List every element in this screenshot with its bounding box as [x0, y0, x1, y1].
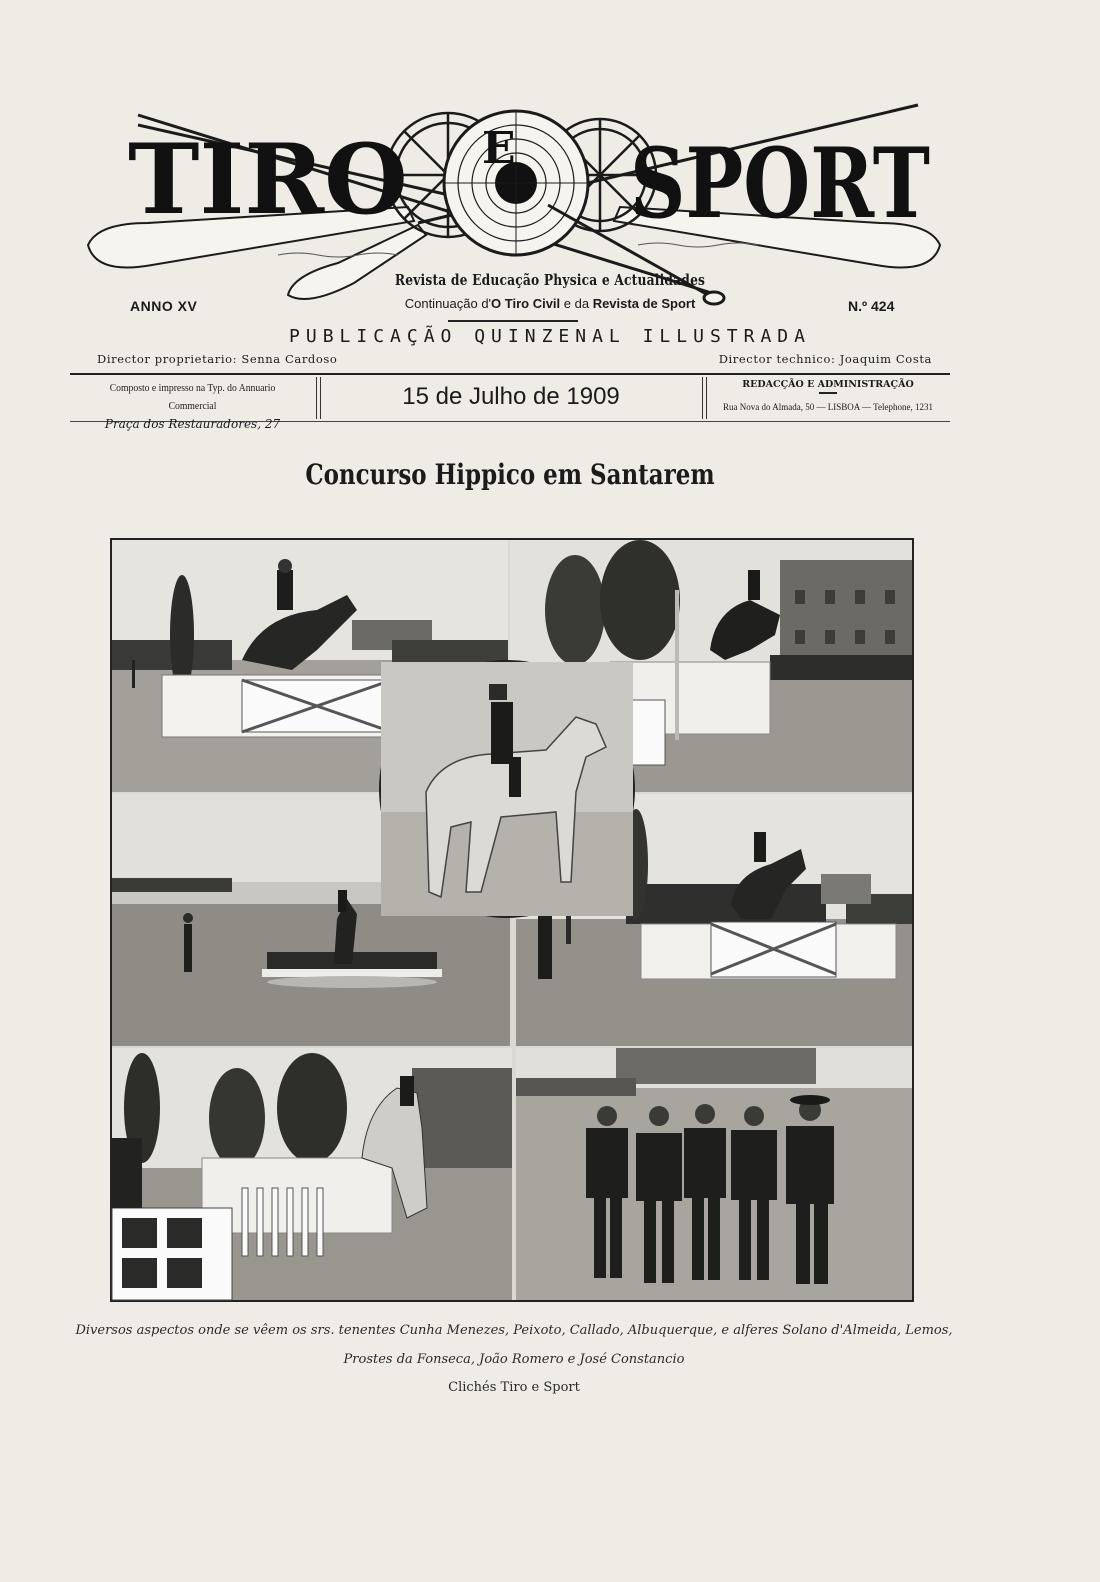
divider	[448, 320, 578, 322]
photo-caption-line1: Diversos aspectos onde se vêem os srs. tenentes Cunha Menezes, Peixoto, Callado, Albuquerque, e alferes Solano d'Almeida, Lemos,	[75, 1323, 953, 1338]
photo-montage	[110, 538, 914, 1302]
photo-officers-group	[516, 1048, 912, 1300]
continuacao-title-b: Revista de Sport	[592, 296, 696, 311]
photo-picket-jump	[112, 1048, 512, 1300]
divider	[819, 392, 837, 394]
issue-number: N.º 424	[848, 298, 895, 314]
continuacao-join: e da	[560, 296, 593, 311]
publicacao-subtitle: PUBLICAÇÃO QUINZENAL ILLUSTRADA	[289, 326, 811, 347]
issue-date: 15 de Julho de 1909	[402, 383, 620, 410]
masthead-logo-artwork	[78, 95, 950, 325]
printer-info	[70, 379, 315, 433]
continuacao-prefix: Continuação d'	[404, 296, 492, 311]
photo-caption-line2: Prostes da Fonseca, João Romero e José Constancio	[343, 1352, 685, 1367]
redaccao-title: REDACÇÃO E ADMINISTRAÇÃO	[742, 379, 914, 390]
masthead-title-mid: E	[482, 123, 516, 174]
masthead-title-right: SPORT	[630, 127, 930, 240]
printer-line: Composto e impresso na Typ. do Annuario Commercial	[109, 382, 276, 412]
photo-oval-rider	[379, 660, 635, 918]
director-technico: Director technico: Joaquim Costa	[718, 352, 932, 366]
masthead	[78, 95, 950, 325]
anno-label: ANNO XV	[130, 298, 198, 314]
article-headline: Concurso Hippico em Santarem	[305, 458, 715, 491]
director-proprietario: Director proprietario: Senna Cardoso	[97, 352, 338, 366]
photo-credit: Clichés Tiro e Sport	[448, 1380, 580, 1395]
info-box	[70, 373, 950, 431]
masthead-title-left: TIRO	[128, 123, 408, 236]
masthead-tagline: Revista de Educação Physica e Actualidades	[394, 271, 706, 289]
redaccao-address: Rua Nova do Almada, 50 — LISBOA — Telephone, 1231	[723, 402, 933, 412]
printer-address: Praça dos Restauradores, 27	[104, 417, 281, 431]
continuacao-title-a: O Tiro Civil	[491, 296, 561, 311]
redaccao-info	[706, 379, 950, 412]
